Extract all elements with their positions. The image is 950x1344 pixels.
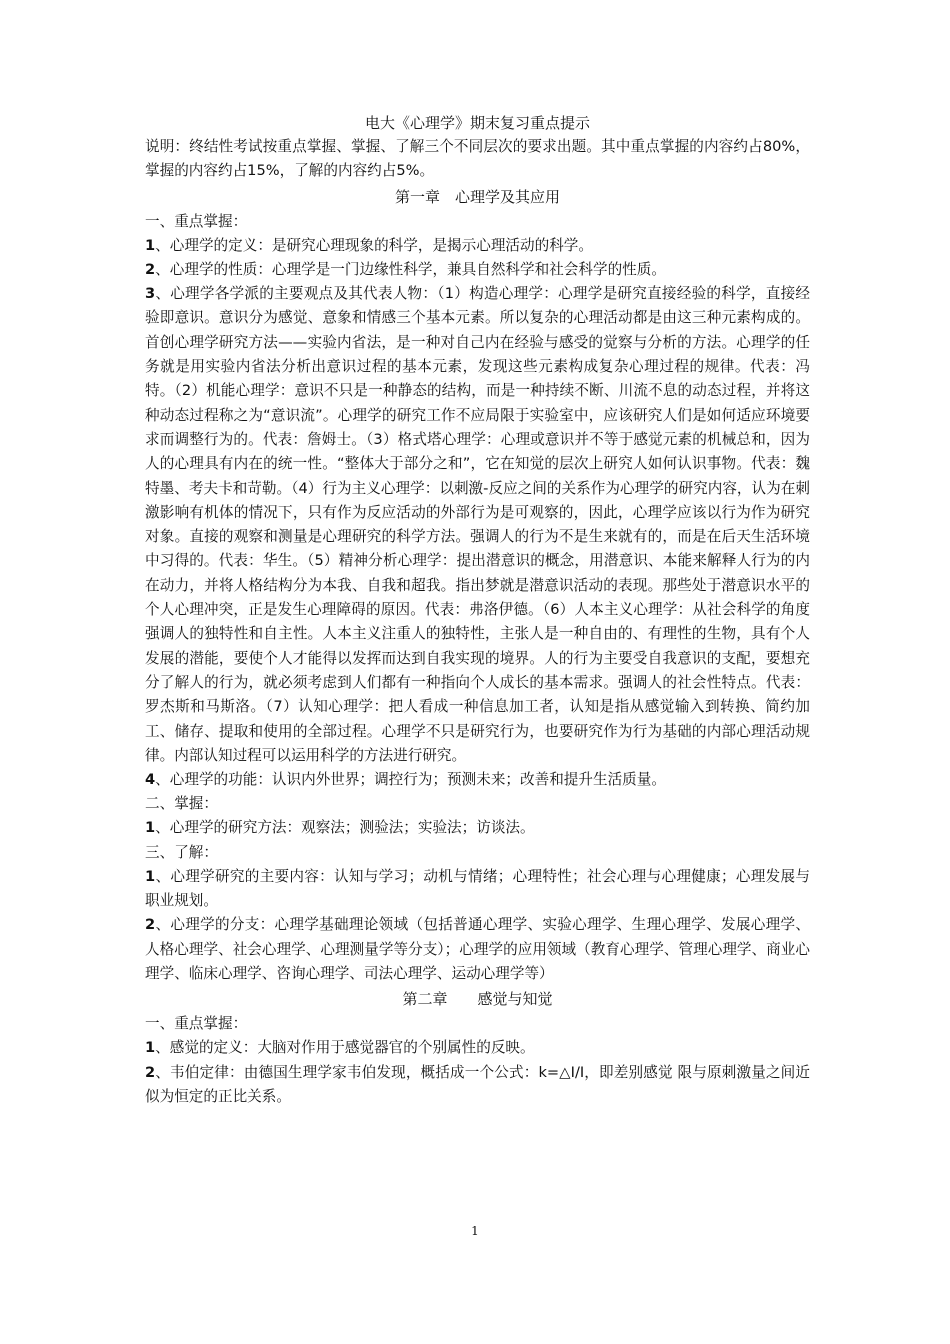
chapter2-item: [145, 1036, 810, 1060]
chapter1-item: [145, 234, 810, 258]
document-body: [145, 112, 810, 1109]
chapter1-section1-heading: 一、重点掌握：: [145, 212, 248, 230]
chapter2-heading: 第二章 感觉与知觉: [402, 990, 553, 1009]
chapter2-item: [145, 1061, 810, 1110]
item-text: 、韦伯定律：由德国生理学家韦伯发现，概括成一个公式：k=△I/I，即差别感觉 限与原刺激量之间近似为恒定的正比关系。: [145, 1063, 810, 1105]
item-text: 、心理学研究的主要内容：认知与学习；动机与情绪；心理特性；社会心理与心理健康；心理发展与职业规划。: [145, 867, 810, 910]
page-number: 1: [471, 1224, 479, 1238]
item-text: 、心理学的研究方法：观察法；测验法；实验法；访谈法。: [155, 819, 535, 837]
item-number: 2: [145, 916, 156, 934]
item-number: 1: [145, 867, 156, 885]
item-text: 、心理学各学派的主要观点及其代表人物：（1）构造心理学：心理学是研究直接经验的科学，直接经验即意识。意识分为感觉、意象和情感三个基本元素。所以复杂的心理活动都是由这三种元素构成的。首创心理学研究方法——实验内省法，是一种对自己内在经验与感受的觉察与分析的方法。心理学的任务就是用实验内省法分析出意识过程的基本元素，发现这些元素构成复杂心理过程的规律。代表：冯特。（2）机能心理学：意识不只是一种静态的结构，而是一种持续不断、川流不息的动态过程，并将这种动态过程称之为“意识流”。心理学的研究工作不应局限于实验室中，应该研究人们是如何适应环境要求而调整行为的。代表：詹姆士。（3）格式塔心理学：心理或意识并不等于感觉元素的机械总和，因为人的心理具有内在的统一性。“整体大于部分之和”，它在知觉的层次上研究人如何认识事物。代表：魏特墨、考夫卡和苛勒。（4）行为主义心理学：以刺激-反应之间的关系作为心理学的研究内容，认为在刺激影响有机体的情况下，只有作为反应活动的外部行为是可观察的，因此，心理学应该以行为作为研究对象。直接的观察和测量是心理研究的科学方法。强调人的行为不是生来就有的，而是在后天生活环境中习得的。代表：华生。（5）精神分析心理学：提出潜意识的概念，用潜意识、本能来解释人行为的内在动力，并将人格结构分为本我、自我和超我。指出梦就是潜意识活动的表现。那些处于潜意识水平的个人心理冲突，正是发生心理障碍的原因。代表：弗洛伊德。（6）人本主义心理学：从社会科学的角度强调人的独特性和自主性。人本主义注重人的独特性，主张人是一种自由的、有理性的生物，具有个人发展的潜能，要使个人才能得以发挥而达到自我实现的境界。人的行为主要受自我意识的支配，要想充分了解人的行为，就必须考虑到人们都有一种指向个人成长的基本需求。强调人的社会性特点。代表：罗杰斯和马斯洛。（7）认知心理学：把人看成一种信息加工者，认知是指从感觉输入到转换、简约加工、储存、提取和使用的全部过程。心理学不只是研究行为，也要研究作为行为基础的内部心理活动规律。内部认知过程可以运用科学的方法进行研究。: [145, 285, 810, 764]
item-number: 2: [145, 260, 156, 278]
chapter1-item: [145, 282, 810, 768]
chapter1-item: [145, 913, 810, 986]
item-text: 、心理学的分支：心理学基础理论领域（包括普通心理学、实验心理学、生理心理学、发展心理学、人格心理学、社会心理学、心理测量学等分支）；心理学的应用领域（教育心理学、管理心理学、商业心理学、临床心理学、咨询心理学、司法心理学、运动心理学等）: [145, 916, 810, 982]
item-number: 1: [145, 819, 156, 837]
chapter1-heading: 第一章 心理学及其应用: [394, 187, 560, 206]
chapter1-item: [145, 768, 810, 792]
item-number: 4: [145, 771, 156, 789]
item-text: 、心理学的定义：是研究心理现象的科学，是揭示心理活动的科学。: [155, 236, 593, 254]
chapter1-item: [145, 865, 810, 914]
item-number: 1: [145, 1039, 156, 1057]
chapter2-section1-heading: 一、重点掌握：: [145, 1015, 248, 1033]
chapter1-item: [145, 258, 810, 282]
chapter1-section3-heading: 三、了解：: [145, 843, 218, 861]
item-number: 1: [145, 236, 156, 254]
item-text: 、感觉的定义：大脑对作用于感觉器官的个别属性的反映。: [155, 1039, 535, 1057]
item-text: 、心理学的功能：认识内外世界；调控行为；预测未来；改善和提升生活质量。: [155, 771, 666, 789]
item-number: 2: [145, 1063, 156, 1081]
document-title: 电大《心理学》期末复习重点提示: [364, 114, 590, 132]
item-text: 、心理学的性质：心理学是一门边缘性科学，兼具自然科学和社会科学的性质。: [155, 260, 666, 278]
item-number: 3: [145, 285, 156, 303]
intro-paragraph: 说明：终结性考试按重点掌握、掌握、了解三个不同层次的要求出题。其中重点掌握的内容约占80%，掌握的内容约占15%，了解的内容约占5%。: [145, 138, 810, 180]
chapter1-section2-heading: 二、掌握：: [145, 795, 218, 813]
chapter1-item: [145, 816, 810, 840]
